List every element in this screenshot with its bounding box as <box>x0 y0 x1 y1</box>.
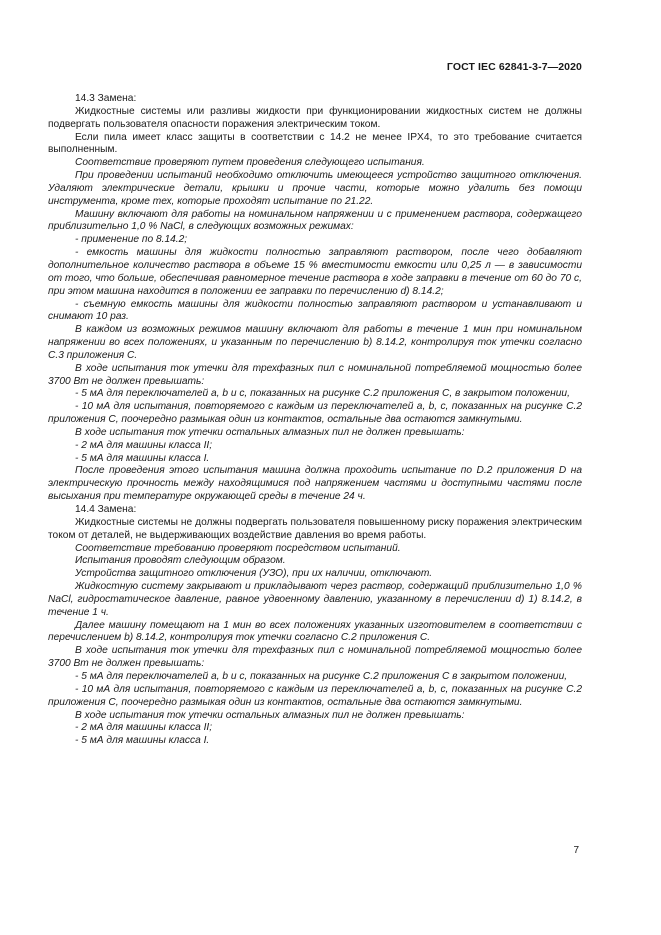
paragraph: - 10 мА для испытания, повторяемого с каждым из переключателей а, b, с, показанных на рисунке С.2 приложения С, поочередно размыкая один из контактов, остальные два остаются замкнутыми. <box>48 683 582 708</box>
paragraph: В ходе испытания ток утечки для трехфазных пил с номинальной потребляемой мощностью более 3700 Вт не должен превышать: <box>48 645 582 670</box>
paragraph: При проведении испытаний необходимо отключить имеющееся устройство защитного отключения. Удаляют электрические детали, крышки и прочие части, которые можно удалить без помощи инструмента, кроме тех, которые проходят испытание по 21.22. <box>48 170 582 207</box>
paragraph: Испытания проводят следующим образом. <box>75 555 286 567</box>
paragraph: Жидкостные системы или разливы жидкости при функционировании жидкостных систем не должны подвергать пользователя опасности поражения электрическим током. <box>48 105 582 130</box>
paragraph: - 5 мА для переключателей а, b и с, показанных на рисунке С.2 приложения С, в закрытом положении, <box>75 388 570 400</box>
page-number: 7 <box>573 845 579 856</box>
paragraph: Устройства защитного отключения (УЗО), при их наличии, отключают. <box>75 568 433 580</box>
paragraph: Соответствие проверяют путем проведения следующего испытания. <box>75 157 425 169</box>
paragraph: В ходе испытания ток утечки остальных алмазных пил не должен превышать: <box>75 709 465 721</box>
paragraph: Жидкостную систему закрывают и прикладывают через раствор, содержащий приблизительно 1,0 % NaCl, гидростатическое давление, равное удвоенному давлению, указанному в перечислении d) 1) 8.14.2, в течение 1 ч. <box>48 581 582 618</box>
paragraph: 14.3 Замена: <box>75 93 137 104</box>
paragraph: - съемную емкость машины для жидкости полностью заправляют раствором и устанавливают и снимают 10 раз. <box>48 298 582 323</box>
paragraph: - 5 мА для машины класса I. <box>75 452 210 464</box>
paragraph: В ходе испытания ток утечки для трехфазных пил с номинальной потребляемой мощностью более 3700 Вт не должен превышать: <box>48 362 582 387</box>
paragraph: - 10 мА для испытания, повторяемого с каждым из переключателей а, b, с, показанных на рисунке С.2 приложения С, поочередно размыкая один из контактов, остальные два остаются замкнутыми. <box>48 401 582 426</box>
paragraph: - 5 мА для машины класса I. <box>75 735 210 747</box>
paragraph: Соответствие требованию проверяют посредством испытаний. <box>75 542 401 554</box>
paragraph: - применение по 8.14.2; <box>75 234 188 246</box>
paragraph: - 5 мА для переключателей а, b и с, показанных на рисунке С.2 приложения С в закрытом положении, <box>75 670 568 682</box>
paragraph: - емкость машины для жидкости полностью заправляют раствором, после чего добавляют дополнительное количество раствора в объеме 15 % вместимости емкости или 0,25 л — в зависимости от того, что больше, обеспечивая равномерное течение раствора в ходе заправки в течение от 60 до 70 с, при этом машина находится в положении ее заправки по перечислению d) 8.14.2; <box>48 247 582 297</box>
paragraph: После проведения этого испытания машина должна проходить испытание по D.2 приложения D на электрическую прочность между находящимися под напряжением частями и доступными частями после высыхания при температуре окружающей среды в течение 24 ч. <box>48 465 582 503</box>
paragraph: Жидкостные системы не должны подвергать пользователя повышенному риску поражения электрическим током от деталей, не выдерживающих воздействие давления во время работы. <box>48 516 582 541</box>
paragraph: В каждом из возможных режимов машину включают для работы в течение 1 мин при номинальном напряжении во всех положениях, и указанным по перечислению b) 8.14.2, контролируя ток утечки согласно С.3 приложения С. <box>48 324 582 361</box>
paragraph: Машину включают для работы на номинальном напряжении и с применением раствора, содержащего приблизительно 1,0 % NaCl, в следующих возможных режимах: <box>48 208 582 233</box>
document-body <box>48 93 582 748</box>
paragraph: Если пила имеет класс защиты в соответствии с 14.2 не менее IPX4, то это требование считается выполненным. <box>48 131 582 156</box>
paragraph: 14.4 Замена: <box>75 504 137 515</box>
paragraph: Далее машину помещают на 1 мин во всех положениях указанных изготовителем в соответствии с перечислением b) 8.14.2, контролируя ток утечки согласно С.2 приложения С. <box>48 619 582 644</box>
paragraph: В ходе испытания ток утечки остальных алмазных пил не должен превышать: <box>75 426 465 438</box>
standard-header: ГОСТ IEC 62841-3-7—2020 <box>446 61 582 73</box>
paragraph: - 2 мА для машины класса II; <box>75 722 213 734</box>
paragraph: - 2 мА для машины класса II; <box>75 439 213 451</box>
